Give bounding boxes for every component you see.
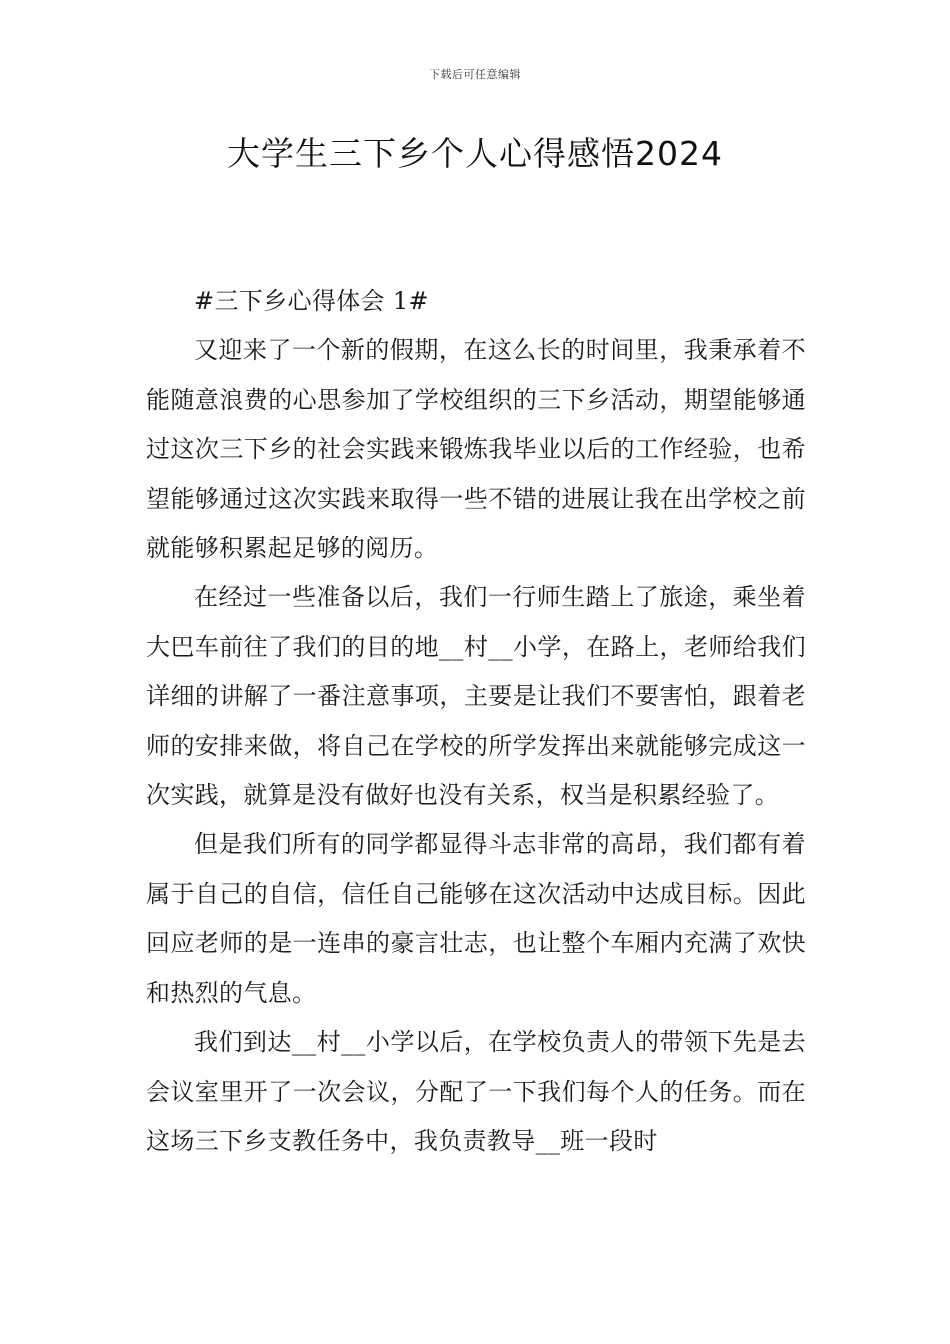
paragraph-4: 我们到达__村__小学以后，在学校负责人的带领下先是去会议室里开了一次会议，分配了一下我们每个人的任务。而在这场三下乡支教任务中，我负责教导__班一段时 bbox=[146, 1028, 806, 1155]
paragraph-2: 在经过一些准备以后，我们一行师生踏上了旅途，乘坐着大巴车前往了我们的目的地__村__小学，在路上，老师给我们详细的讲解了一番注意事项，主要是让我们不要害怕，跟着老师的安排来做，将自己在学校的所学发挥出来就能够完成这一次实践，就算是没有做好也没有关系，权当是积累经验了。 bbox=[146, 583, 806, 810]
document-body bbox=[146, 277, 806, 1166]
section-heading: #三下乡心得体会 1# bbox=[194, 287, 429, 315]
document-title: 大学生三下乡个人心得感悟2024 bbox=[227, 134, 723, 173]
paragraph-1: 又迎来了一个新的假期，在这么长的时间里，我秉承着不能随意浪费的心思参加了学校组织的三下乡活动，期望能够通过这次三下乡的社会实践来锻炼我毕业以后的工作经验，也希望能够通过这次实践来取得一些不错的进展让我在出学校之前就能够积累起足够的阅历。 bbox=[146, 336, 806, 563]
download-editable-note: 下载后可任意编辑 bbox=[429, 68, 521, 81]
paragraph-3: 但是我们所有的同学都显得斗志非常的高昂，我们都有着属于自己的自信，信任自己能够在这次活动中达成目标。因此回应老师的是一连串的豪言壮志，也让整个车厢内充满了欢快和热烈的气息。 bbox=[146, 830, 806, 1007]
